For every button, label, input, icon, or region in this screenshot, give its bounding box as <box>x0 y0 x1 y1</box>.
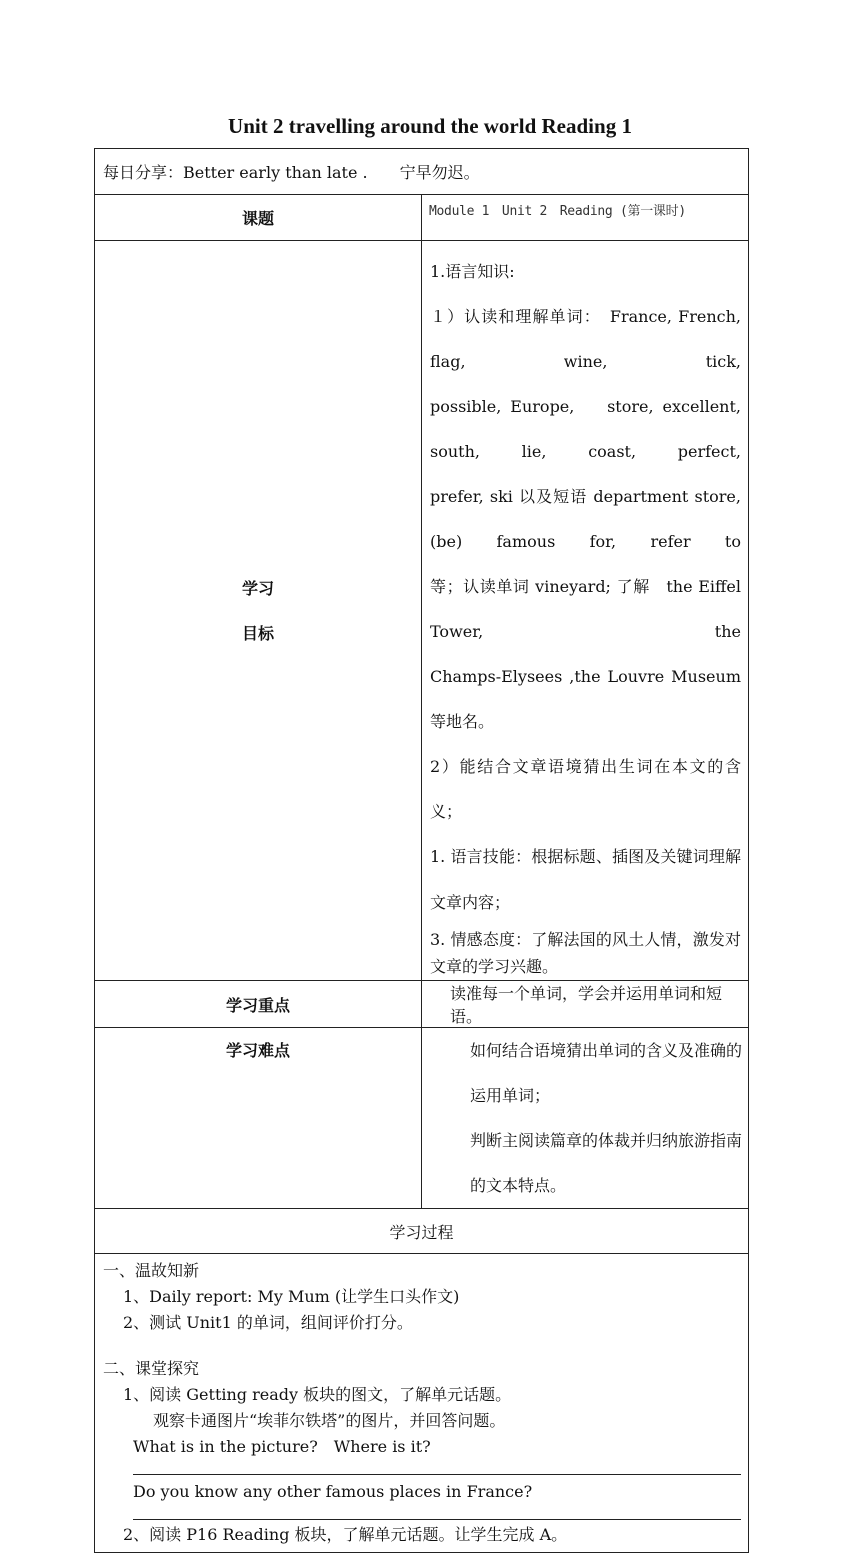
difficulty-row <box>95 1028 749 1209</box>
process-heading-row <box>95 1209 749 1254</box>
topic-row <box>95 195 749 241</box>
goal-line: possible, Europe, store, excellent, south, lie, coast, perfect, <box>430 397 741 461</box>
goals-label-line1: 学习 <box>241 578 274 598</box>
topic-cell <box>422 195 749 241</box>
topic-value: Module 1 Unit 2 Reading (第一课时) <box>429 204 686 219</box>
section-heading: 一、温故知新 <box>103 1261 200 1280</box>
answer-line[interactable] <box>133 1460 741 1475</box>
process-item: 1、阅读 Getting ready 板块的图文，了解单元话题。 <box>123 1385 512 1404</box>
spacer <box>103 1336 748 1356</box>
goals-label-line2: 目标 <box>241 623 274 643</box>
process-body <box>95 1254 749 1553</box>
topic-label: 课题 <box>95 195 422 241</box>
goal-line: Champs-Elysees ,the Louvre Museum 等地名。 <box>430 667 741 731</box>
share-row <box>95 149 749 195</box>
difficulty-cell <box>422 1028 749 1209</box>
question: Do you know any other famous places in France? <box>133 1482 533 1501</box>
goals-row <box>95 241 749 981</box>
goal-line: 1. 语言技能：根据标题、插图及关键词理解文章内容； <box>430 847 741 912</box>
goals-cell <box>422 241 749 981</box>
question: What is in the picture? Where is it? <box>133 1437 431 1456</box>
goal-line: 2）能结合文章语境猜出生词在本文的含义； <box>430 757 741 821</box>
key-label: 学习重点 <box>95 981 422 1028</box>
goal-line: prefer, ski 以及短语 department store, (be) famous for, refer to <box>430 487 741 551</box>
goals-label <box>95 241 422 981</box>
answer-line[interactable] <box>133 1505 741 1520</box>
process-item: 1、Daily report: My Mum (让学生口头作文) <box>123 1287 460 1306</box>
goal-line: 1.语言知识: <box>430 262 515 281</box>
difficulty-line: 如何结合语境猜出单词的含义及准确的运用单词； <box>470 1041 743 1105</box>
lesson-plan-table <box>94 148 749 1553</box>
page-title: Unit 2 travelling around the world Reading 1 <box>228 114 632 138</box>
process-body-row <box>95 1254 749 1553</box>
section-heading: 二、课堂探究 <box>103 1359 200 1378</box>
goal-line: １）认读和理解单词： France, French, flag, wine, tick, <box>430 307 741 371</box>
difficulty-label: 学习难点 <box>95 1028 422 1209</box>
goal-line: 3. 情感态度：了解法国的风土人情，激发对文章的学习兴趣。 <box>430 930 741 976</box>
daily-share: 每日分享：Better early than late . 宁早勿迟。 <box>95 149 749 195</box>
process-item: 2、阅读 P16 Reading 板块，了解单元话题。让学生完成 A。 <box>123 1525 568 1544</box>
key-row <box>95 981 749 1028</box>
key-value: 读准每一个单词，学会并运用单词和短语。 <box>422 981 749 1028</box>
process-heading: 学习过程 <box>95 1209 749 1254</box>
goal-line: 等；认读单词 vineyard; 了解 the Eiffel Tower, the <box>430 577 741 641</box>
process-item: 2、测试 Unit1 的单词，组间评价打分。 <box>123 1313 413 1332</box>
process-subitem: 观察卡通图片“埃菲尔铁塔”的图片，并回答问题。 <box>153 1411 506 1430</box>
difficulty-line: 判断主阅读篇章的体裁并归纳旅游指南的文本特点。 <box>470 1131 743 1195</box>
